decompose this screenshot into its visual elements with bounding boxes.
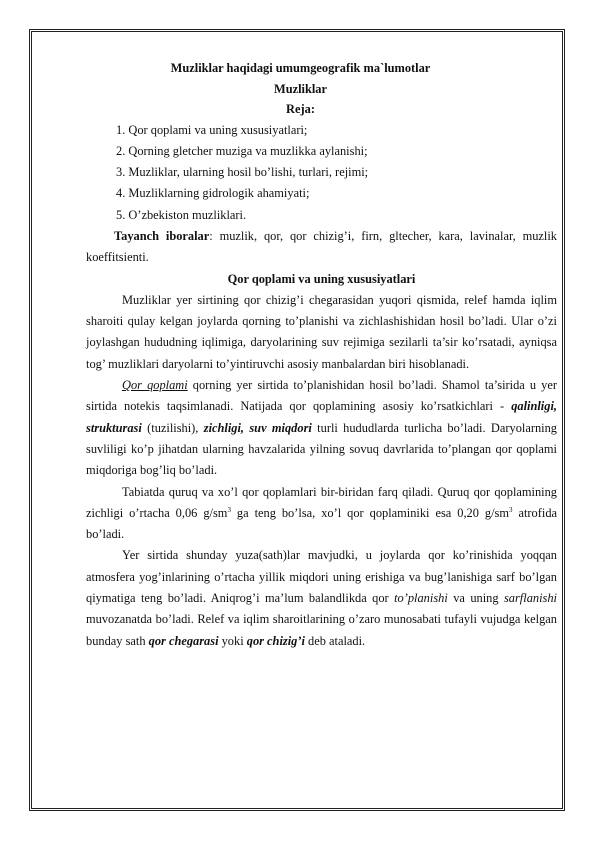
plan-item: 3. Muzliklar, ularning hosil bo’lishi, turlari, rejimi; <box>116 165 369 180</box>
paragraph-4-text-a: Yer sirtida shunday yuza(sath)lar mavjudki, u joylarda qor ko’rinishida yoqqan atmosfera yog’inlarining o’rtacha yillik miqdori uning erishiga va bug’lanishiga sarf bo’lgan qiymatiga teng bo’ladi. Aniqrog’i ma’lum balandlikda qor <box>86 548 557 606</box>
keywords-text: : muzlik, qor, qor chizig’i, firn, gltecher, kara, lavinalar, muzlik koeffitsienti. <box>86 228 557 265</box>
term-qalinligi: qalinligi, strukturasi <box>86 399 557 435</box>
superscript-3: 3 <box>227 505 231 514</box>
paragraph-4 <box>86 545 557 651</box>
plan-heading: Reja: <box>286 102 315 116</box>
paragraph-2-text-c: (tuzilishi), <box>141 420 204 435</box>
plan-item: 1. Qor qoplami va uning xususiyatlari; <box>116 122 308 137</box>
paragraph-4-text-c: va uning <box>447 591 504 606</box>
plan-item: 2. Qorning gletcher muziga va muzlikka aylanishi; <box>116 143 368 158</box>
term-toplanishi: to’planishi <box>394 591 448 606</box>
paragraph-3-text-a: Tabiatda quruq va xo’l qor qoplamlari bir-biridan farq qiladi. Quruq qor qoplamining zichligi o’rtacha 0,06 g/sm <box>86 484 557 520</box>
term-qor-qoplami: Qor qoplami <box>122 378 188 393</box>
paragraph-3-text-c: atrofida bo’ladi. <box>86 505 558 542</box>
paragraph-2-text-e: turli hududlarda turlicha bo’ladi. Daryolarning suvliligi ko’p jihatdan ularning havzalarida yilning sovuq davrlarida to’plangan qor qoplami miqdoriga bog’liq bo’ladi. <box>86 420 557 478</box>
term-qor-chegarasi: qor chegarasi <box>148 633 219 648</box>
keywords-label: Tayanch iboralar <box>114 228 210 243</box>
term-zichligi: zichligi, suv miqdori <box>203 420 312 435</box>
plan-item: 4. Muzliklarning gidrologik ahamiyati; <box>116 186 310 201</box>
document-title: Muzliklar haqidagi umumgeografik ma`lumotlar <box>170 61 431 75</box>
paragraph-4-text-e: muvozanatda bo’ladi. Relef va iqlim sharoitlarining o’zaro munosabati tufayli vujudga kelgan bunday sath <box>86 612 557 648</box>
paragraph-2-text-a: qorning yer sirtida to’planishidan hosil bo’ladi. Shamol ta’sirida u yer sirtida notekis taqsimlanadi. Natijada qor qoplamining asosiy ko’rsatkichlari - <box>86 378 557 414</box>
paragraph-1: Muzliklar yer sirtining qor chizig’i chegarasidan yuqori qismida, relef hamda iqlim sharoiti qulay kelgan joylarda qorning to’planishi va zichlashishidan hosil bo’ladi. Ular o’zi joylashgan hududning iqlimiga, daryolarining suv rejimiga sezilarli ta’sir ko’rsatadi, ayniqsa tog’ muzliklari daryolarni to’yintiruvchi asosiy manbalardan biri hisoblanadi. <box>86 292 557 371</box>
paragraph-3-text-b: ga teng bo’lsa, xo’l qor qoplaminiki esa 0,20 g/sm <box>230 505 510 520</box>
section-heading: Qor qoplami va uning xususiyatlari <box>227 271 416 286</box>
paragraph-4-text-i: deb ataladi. <box>304 633 366 648</box>
term-sarflanishi: sarflanishi <box>503 591 557 606</box>
plan-list <box>86 120 557 226</box>
plan-item: 5. O’zbekiston muzliklari. <box>116 207 247 222</box>
superscript-3: 3 <box>509 505 513 514</box>
keywords-paragraph <box>86 226 557 269</box>
paragraph-3 <box>86 482 557 546</box>
document-subtitle: Muzliklar <box>274 81 327 96</box>
document-body <box>86 58 557 652</box>
paragraph-2 <box>86 375 557 481</box>
paragraph-4-text-g: yoki <box>218 633 247 648</box>
term-qor-chizigi: qor chizig’i <box>246 633 305 648</box>
